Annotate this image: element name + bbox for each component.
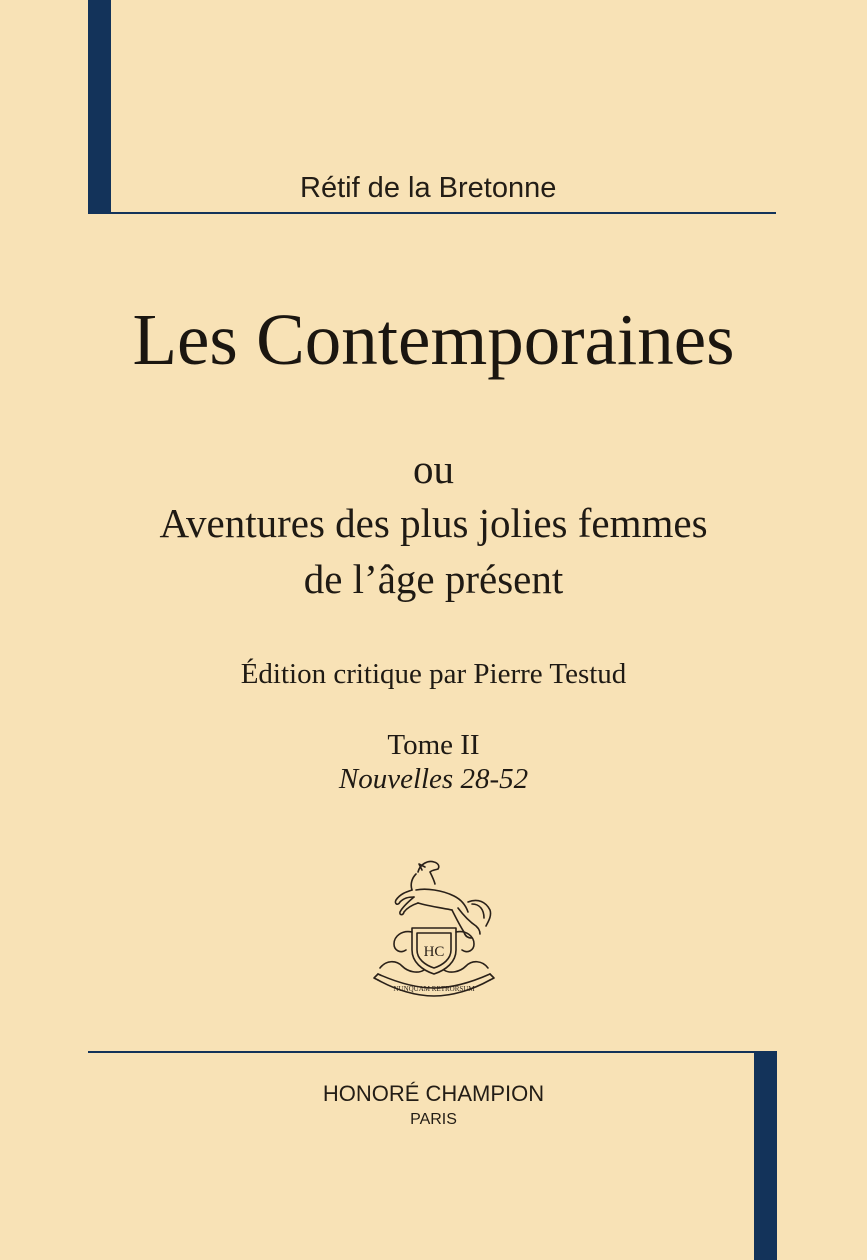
volume-contents: Nouvelles 28-52	[338, 763, 529, 795]
top-rule	[111, 212, 776, 214]
subtitle-connector: ou	[413, 446, 454, 492]
publisher-mark-horse-icon	[372, 850, 497, 998]
subtitle-line-1: Aventures des plus jolies femmes	[159, 500, 708, 546]
publisher-name: HONORÉ CHAMPION	[322, 1081, 545, 1106]
subtitle-line-2: de l’âge présent	[303, 556, 564, 602]
svg-text:HC: HC	[423, 944, 445, 960]
book-title: Les Contemporaines	[132, 299, 735, 380]
top-left-accent-bar	[88, 0, 111, 214]
author-name: Rétif de la Bretonne	[300, 172, 557, 204]
bottom-rule	[88, 1051, 754, 1053]
editor-credit: Édition critique par Pierre Testud	[240, 658, 627, 690]
volume-number: Tome II	[387, 729, 480, 761]
svg-text:NUNQUAM RETRORSUM: NUNQUAM RETRORSUM	[393, 985, 475, 993]
publisher-city: PARIS	[410, 1111, 457, 1128]
